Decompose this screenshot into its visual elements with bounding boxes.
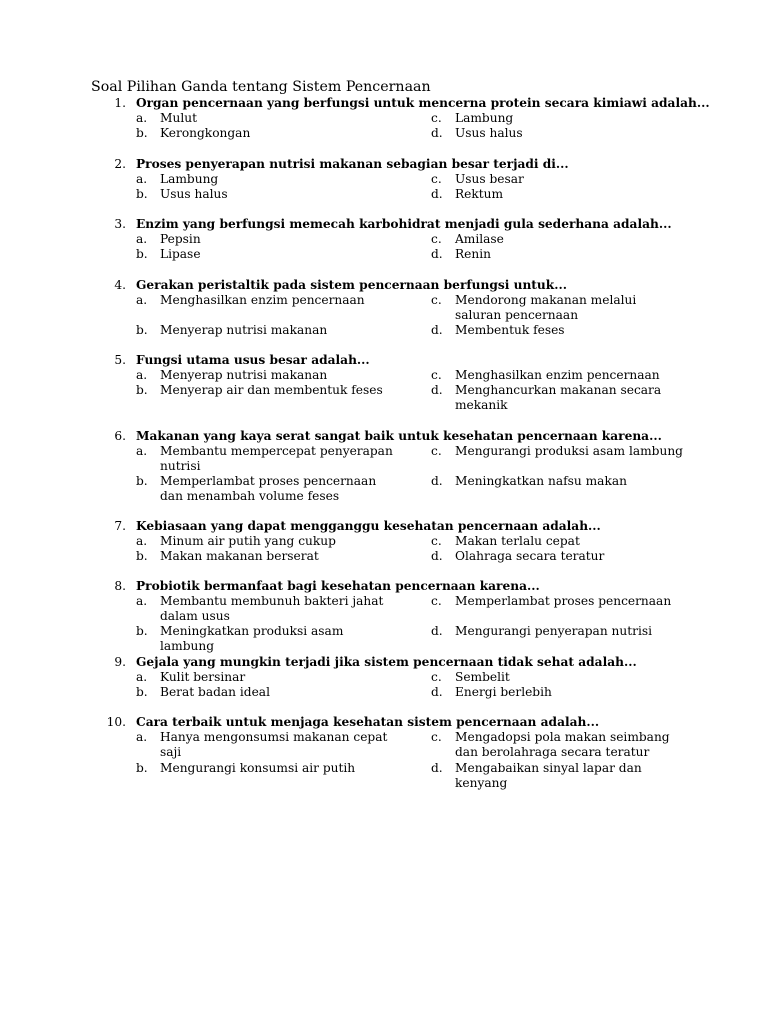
- option-letter: c.: [431, 670, 442, 684]
- option-letter: c.: [431, 172, 442, 186]
- option-text: Menghasilkan enzim pencernaan: [455, 368, 660, 382]
- question-text: Cara terbaik untuk menjaga kesehatan sistem pencernaan adalah...: [136, 715, 600, 729]
- option-letter: c.: [431, 232, 442, 246]
- option-text: Kulit bersinar: [160, 670, 246, 684]
- option-text: Mengurangi penyerapan nutrisi: [455, 624, 653, 638]
- option-letter: c.: [431, 730, 442, 744]
- question-number: 2.: [114, 157, 126, 171]
- option-text: Usus besar: [455, 172, 524, 186]
- option-text: Mendorong makanan melalui saluran pencernaan: [455, 293, 637, 323]
- option-letter: a.: [136, 444, 148, 458]
- question-number: 7.: [114, 519, 126, 533]
- option-text: Hanya mengonsumsi makanan cepat saji: [160, 730, 388, 760]
- question-number: 5.: [114, 353, 126, 367]
- question-number: 4.: [114, 278, 126, 292]
- option-text: Memperlambat proses pencernaan: [455, 594, 672, 608]
- option-text: Membantu membunuh bakteri jahat dalam usus: [160, 594, 384, 624]
- option-text: Memperlambat proses pencernaan dan menambah volume feses: [160, 474, 377, 504]
- option-text: Olahraga secara teratur: [455, 549, 605, 563]
- option-letter: b.: [136, 383, 148, 397]
- question-text: Organ pencernaan yang berfungsi untuk mencerna protein secara kimiawi adalah...: [136, 96, 710, 110]
- option-text: Membantu mempercepat penyerapan nutrisi: [160, 444, 393, 474]
- option-letter: c.: [431, 111, 442, 125]
- option-text: Rektum: [455, 187, 504, 201]
- question-number: 8.: [114, 579, 126, 593]
- option-letter: a.: [136, 730, 148, 744]
- option-text: Makan terlalu cepat: [455, 534, 580, 548]
- question-number: 1.: [114, 96, 126, 110]
- option-letter: b.: [136, 323, 148, 337]
- question-text: Enzim yang berfungsi memecah karbohidrat menjadi gula sederhana adalah...: [136, 217, 672, 231]
- option-text: Meningkatkan produksi asam lambung: [160, 624, 344, 654]
- option-text: Minum air putih yang cukup: [160, 534, 336, 548]
- option-letter: d.: [431, 187, 443, 201]
- question-text: Gerakan peristaltik pada sistem pencernaan berfungsi untuk...: [136, 278, 567, 292]
- option-letter: b.: [136, 126, 148, 140]
- option-text: Mengadopsi pola makan seimbang dan berolahraga secara teratur: [455, 730, 670, 760]
- option-letter: d.: [431, 549, 443, 563]
- question-text: Fungsi utama usus besar adalah...: [136, 353, 370, 367]
- document-title: Soal Pilihan Ganda tentang Sistem Pencernaan: [91, 79, 431, 95]
- option-letter: a.: [136, 594, 148, 608]
- question-number: 9.: [114, 655, 126, 669]
- option-text: Berat badan ideal: [160, 685, 270, 699]
- option-text: Membentuk feses: [455, 323, 565, 337]
- option-letter: a.: [136, 232, 148, 246]
- option-letter: b.: [136, 474, 148, 488]
- option-text: Menyerap air dan membentuk feses: [160, 383, 383, 397]
- option-letter: b.: [136, 624, 148, 638]
- option-letter: d.: [431, 383, 443, 397]
- option-letter: b.: [136, 247, 148, 261]
- option-letter: d.: [431, 247, 443, 261]
- option-text: Lipase: [160, 247, 201, 261]
- option-text: Menghancurkan makanan secara mekanik: [455, 383, 662, 413]
- option-letter: a.: [136, 293, 148, 307]
- option-text: Sembelit: [455, 670, 510, 684]
- question-number: 3.: [114, 217, 126, 231]
- option-letter: a.: [136, 172, 148, 186]
- option-letter: b.: [136, 549, 148, 563]
- question-text: Makanan yang kaya serat sangat baik untuk kesehatan pencernaan karena...: [136, 429, 662, 443]
- option-letter: d.: [431, 126, 443, 140]
- option-letter: a.: [136, 368, 148, 382]
- option-text: Pepsin: [160, 232, 201, 246]
- option-text: Menyerap nutrisi makanan: [160, 368, 328, 382]
- question-text: Proses penyerapan nutrisi makanan sebagian besar terjadi di...: [136, 157, 569, 171]
- option-letter: d.: [431, 474, 443, 488]
- question-text: Kebiasaan yang dapat mengganggu kesehatan pencernaan adalah...: [136, 519, 601, 533]
- option-letter: d.: [431, 761, 443, 775]
- question-text: Gejala yang mungkin terjadi jika sistem pencernaan tidak sehat adalah...: [136, 655, 637, 669]
- option-text: Meningkatkan nafsu makan: [455, 474, 627, 488]
- option-text: Menghasilkan enzim pencernaan: [160, 293, 365, 307]
- option-text: Usus halus: [160, 187, 228, 201]
- option-text: Mulut: [160, 111, 197, 125]
- option-letter: b.: [136, 761, 148, 775]
- option-letter: b.: [136, 187, 148, 201]
- option-text: Menyerap nutrisi makanan: [160, 323, 328, 337]
- option-letter: c.: [431, 444, 442, 458]
- option-letter: a.: [136, 534, 148, 548]
- question-number: 10.: [106, 715, 126, 729]
- option-letter: a.: [136, 670, 148, 684]
- option-letter: c.: [431, 293, 442, 307]
- option-text: Usus halus: [455, 126, 523, 140]
- option-text: Renin: [455, 247, 491, 261]
- question-text: Probiotik bermanfaat bagi kesehatan pencernaan karena...: [136, 579, 540, 593]
- option-letter: d.: [431, 624, 443, 638]
- option-text: Amilase: [455, 232, 504, 246]
- option-letter: a.: [136, 111, 148, 125]
- option-letter: c.: [431, 594, 442, 608]
- option-text: Mengurangi produksi asam lambung: [455, 444, 683, 458]
- option-text: Mengurangi konsumsi air putih: [160, 761, 356, 775]
- option-letter: b.: [136, 685, 148, 699]
- option-text: Lambung: [160, 172, 219, 186]
- question-number: 6.: [114, 429, 126, 443]
- option-letter: d.: [431, 685, 443, 699]
- option-letter: d.: [431, 323, 443, 337]
- option-text: Kerongkongan: [160, 126, 251, 140]
- option-text: Mengabaikan sinyal lapar dan kenyang: [455, 761, 642, 791]
- option-letter: c.: [431, 534, 442, 548]
- option-text: Lambung: [455, 111, 514, 125]
- option-text: Makan makanan berserat: [160, 549, 319, 563]
- option-letter: c.: [431, 368, 442, 382]
- option-text: Energi berlebih: [455, 685, 552, 699]
